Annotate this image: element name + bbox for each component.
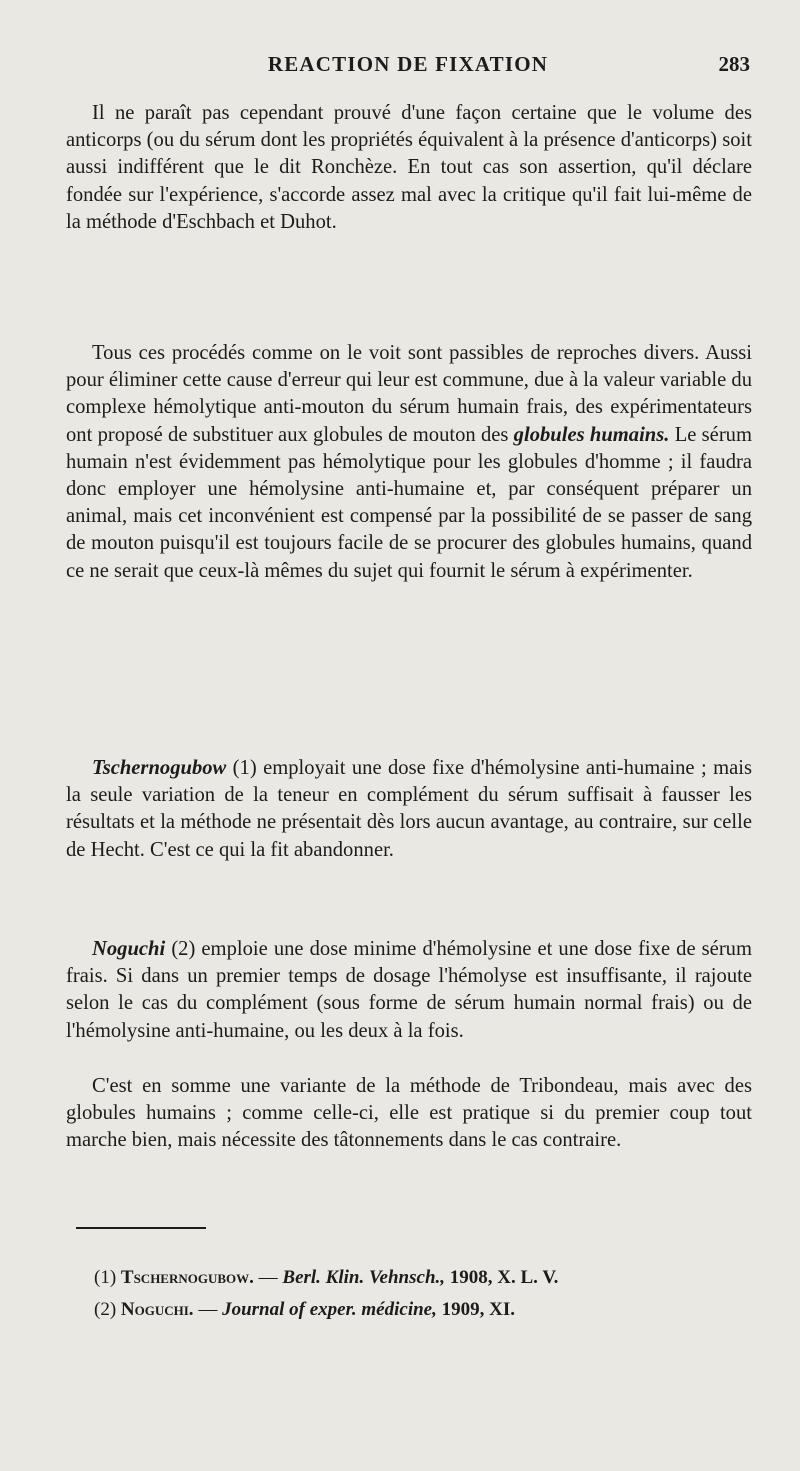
paragraph-text: (2) emploie une dose minime d'hémolysine et une dose fixe de sérum frais. Si dans un premier temps de dosage l'hémolyse est insuffisante, il rajoute selon le cas du complément (sous forme de sérum humain normal frais) ou de l'hémolysine anti-humaine, ou les deux à la fois. (66, 938, 752, 1042)
footnote-dash: — (253, 1267, 283, 1288)
footnote-1 (94, 1264, 774, 1291)
footnote-tail: 1908, X. L. V. (445, 1267, 559, 1288)
emphasis-globules-humains: globules humains. (513, 423, 670, 446)
page-number: 283 (718, 52, 750, 76)
paragraph-noguchi (66, 936, 752, 1045)
paragraph-tschernogubow (66, 755, 752, 864)
paragraph-text-before: Tous ces procédés comme on le voit sont passibles de reproches divers. Aussi pour éliminer cette cause d'erreur qui leur est commune, due à la valeur variable du complexe hémolytique anti-mouton du sérum humain frais, des expérimentateurs ont proposé de substituer aux globules de mouton des (66, 342, 752, 446)
paragraph-text-after: Le sérum humain n'est évidemment pas hémolytique pour les globules d'homme ; il faudra donc employer une hémolysine anti-humaine et, par conséquent préparer un animal, mais cet inconvénient est compensé par la possibilité de se passer de sang de mouton puisqu'il est toujours facile de se procurer des globules humains, quand ce ne serait que ceux-là mêmes du sujet qui fournit le sérum à expérimenter. (66, 423, 752, 582)
footnote-separator (76, 1227, 206, 1229)
footnote-dash: — (193, 1299, 223, 1320)
page-header (66, 52, 750, 82)
author-tschernogubow: Tschernogubow (92, 757, 227, 779)
footnote-citation: Berl. Klin. Vehnsch., (282, 1267, 446, 1288)
author-noguchi: Noguchi (92, 938, 166, 960)
footnote-author: Noguchi. (120, 1299, 194, 1320)
paragraph-globules-humains (66, 340, 752, 585)
footnote-tail: 1909, XI. (436, 1299, 515, 1320)
running-title: REACTION DE FIXATION (267, 52, 549, 76)
footnote-author: Tschernogubow. (120, 1267, 254, 1288)
paragraph-anticorps (66, 100, 752, 236)
footnote-citation: Journal of exper. médicine, (222, 1299, 437, 1320)
paragraph-text: Il ne paraît pas cependant prouvé d'une façon certaine que le volume des anticorps (ou du sérum dont les propriétés équivalent à la présence d'anticorps) soit aussi indifférent que le dit Ronchèze. En tout cas son assertion, qu'il déclare fondée sur l'expérience, s'accorde assez mal avec la critique qu'il fait lui-même de la méthode d'Eschbach et Duhot. (66, 102, 752, 233)
footnote-2 (94, 1296, 774, 1323)
footnote-marker: (2) (94, 1299, 117, 1320)
footnote-marker: (1) (94, 1267, 117, 1288)
paragraph-variante (66, 1073, 752, 1155)
paragraph-text: (1) employait une dose fixe d'hémolysine anti-humaine ; mais la seule variation de la teneur en complément du sérum suffisait à fausser les résultats et la méthode ne présentait dès lors aucun avantage, au contraire, sur celle de Hecht. C'est ce qui la fit abandonner. (66, 757, 752, 861)
paragraph-text: C'est en somme une variante de la méthode de Tribondeau, mais avec des globules humains ; comme celle-ci, elle est pratique si du premier coup tout marche bien, mais nécessite des tâtonnements dans le cas contraire. (66, 1075, 752, 1152)
